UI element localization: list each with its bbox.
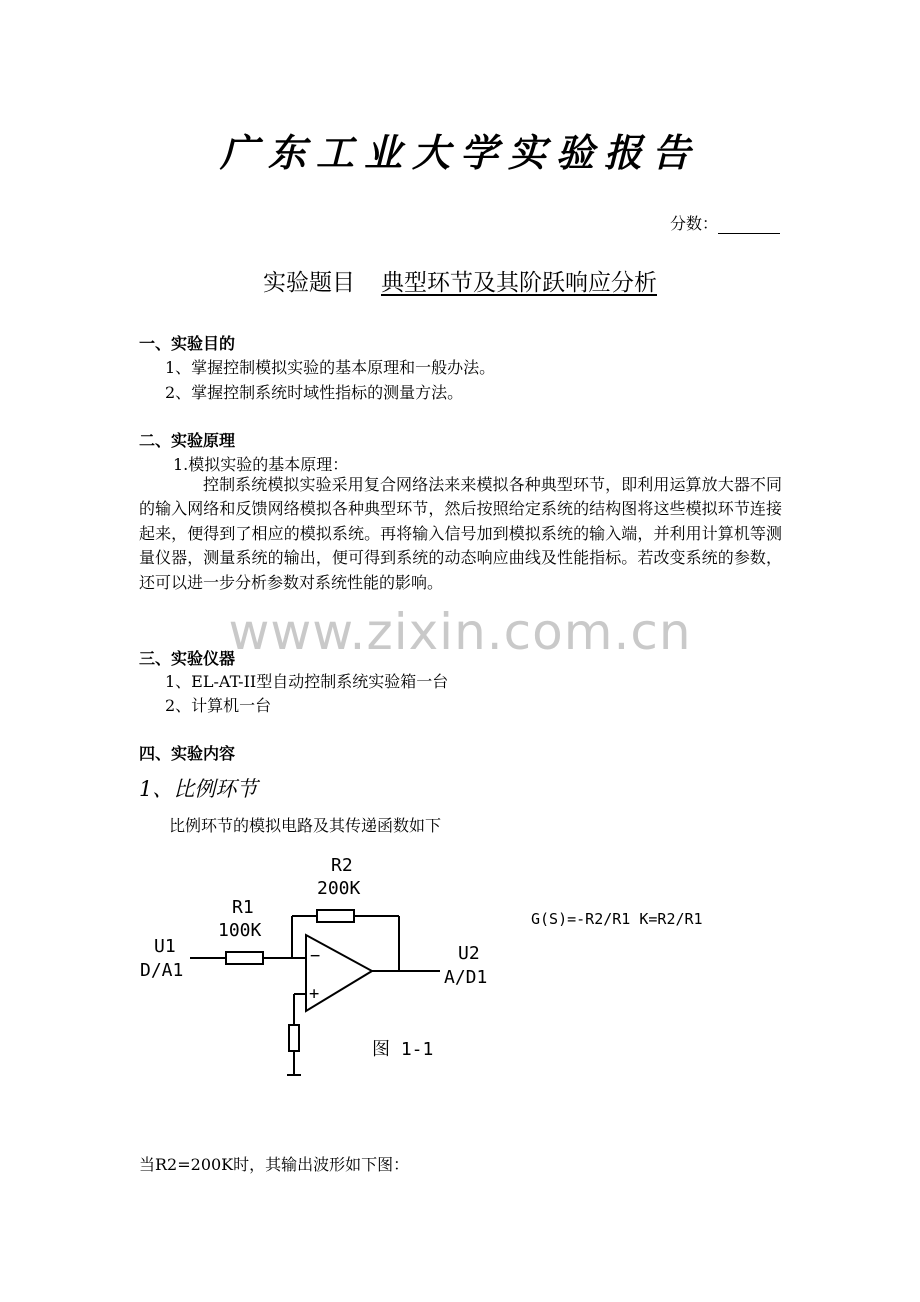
subsection-title: 1、比例环节 <box>139 777 258 801</box>
r2-name: R2 <box>331 855 353 876</box>
principle-paragraph: 控制系统模拟实验采用复合网络法来来模拟各种典型环节，即利用运算放大器不同的输入网络和反馈网络模拟各种典型环节，然后按照给定系统的结构图将这些模拟环节连接起来，便得到了相应的模拟系统。再将输入信号加到模拟系统的输入端，并利用计算机等测量仪器，测量系统的输出，便可得到系统的动态响应曲线及性能指标。若改变系统的参数，还可以进一步分析参数对系统性能的影响。 <box>139 475 782 592</box>
resistor-ground <box>289 1025 299 1051</box>
purpose-item: 1、掌握控制模拟实验的基本原理和一般办法。 <box>165 358 496 377</box>
score-blank <box>718 217 780 234</box>
input-port: D/A1 <box>140 960 184 981</box>
minus-terminal: − <box>310 946 321 966</box>
waveform-note: 当R2=200K时，其输出波形如下图： <box>139 1155 410 1174</box>
r1-value: 100K <box>218 920 262 941</box>
r2-value: 200K <box>317 878 361 899</box>
input-name: U1 <box>154 936 176 957</box>
experiment-topic <box>0 264 920 297</box>
instrument-item: 2、计算机一台 <box>165 696 272 715</box>
output-name: U2 <box>458 943 480 964</box>
output-port: A/D1 <box>444 967 488 988</box>
report-title: 广东工业大学实验报告 <box>219 130 700 175</box>
plus-terminal: + <box>309 984 320 1004</box>
section-content-heading: 四、实验内容 <box>139 744 236 763</box>
watermark: www.zixin.com.cn <box>228 603 692 661</box>
purpose-item: 2、掌握控制系统时域性指标的测量方法。 <box>165 383 464 402</box>
topic-title: 典型环节及其阶跃响应分析 <box>381 270 657 296</box>
resistor-r1 <box>226 952 263 964</box>
instrument-item: 1、EL-AT-II型自动控制系统实验箱一台 <box>165 672 449 691</box>
topic-label: 实验题目 <box>263 270 355 296</box>
section-principle-heading: 二、实验原理 <box>139 431 236 450</box>
r1-name: R1 <box>232 897 254 918</box>
transfer-function: G(S)=-R2/R1 K=R2/R1 <box>531 910 703 928</box>
circuit-description: 比例环节的模拟电路及其传递函数如下 <box>169 816 442 835</box>
score-field <box>670 211 780 234</box>
figure-label: 图 1-1 <box>372 1039 434 1060</box>
section-purpose-heading: 一、实验目的 <box>139 334 236 353</box>
op-amp <box>306 935 372 1011</box>
score-label: 分数： <box>669 214 718 233</box>
section-instruments-heading: 三、实验仪器 <box>139 649 236 668</box>
principle-subtitle: 1.模拟实验的基本原理： <box>173 455 349 474</box>
resistor-r2 <box>317 910 354 922</box>
